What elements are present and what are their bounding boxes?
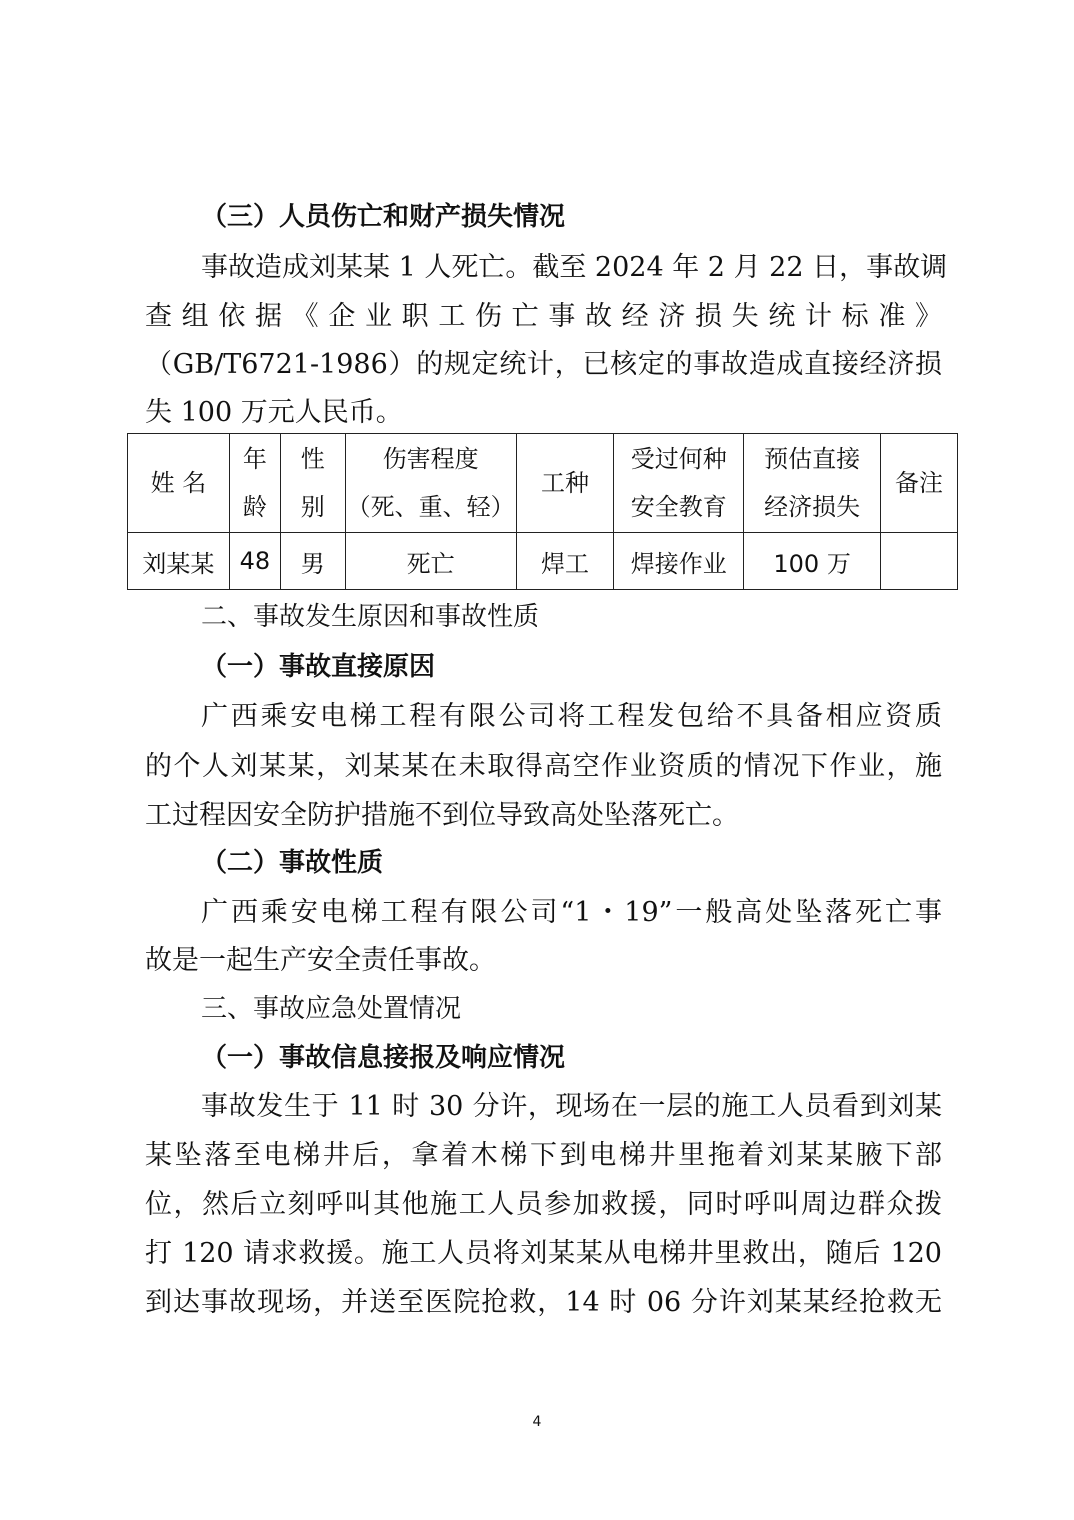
header-training-line2: 安全教育 [630,493,727,521]
paragraph-line: 事故造成刘某某 1 人死亡。截至 2024 年 2 月 22 日，事故调 [201,252,948,283]
header-injury [345,434,516,533]
cell-gender: 男 [280,533,345,590]
header-training-line1: 受过何种 [630,445,727,473]
paragraph-line: 工过程因安全防护措施不到位导致高处坠落死亡。 [145,800,739,831]
header-injury-line2: （死、重、轻） [346,493,515,521]
paragraph-line: 故是一起生产安全责任事故。 [145,945,496,976]
page-number: 4 [532,1414,542,1430]
cell-training: 焊接作业 [614,533,744,590]
part3-sub1-heading: （一）事故信息接报及响应情况 [201,1043,566,1073]
paragraph-line: 打 120 请求救援。施工人员将刘某某从电梯井里救出，随后 120 [145,1238,942,1269]
paragraph-line: 查组依据《企业职工伤亡事故经济损失统计标准》 [145,301,942,332]
header-gender-line2: 别 [300,493,325,521]
table-header-row [128,434,958,533]
header-gender [280,434,345,533]
header-age [229,434,280,533]
cell-remark [881,533,958,590]
paragraph-line: 位，然后立刻呼叫其他施工人员参加救援，同时呼叫周边群众拨 [145,1189,942,1220]
paragraph-line: 广西乘安电梯工程有限公司将工程发包给不具备相应资质 [201,701,942,732]
header-name: 姓 名 [128,434,230,533]
part2-sub1-heading: （一）事故直接原因 [201,652,436,682]
paragraph-line: （GB/T6721-1986）的规定统计，已核定的事故造成直接经济损 [145,349,942,380]
header-age-line1: 年 [242,445,267,473]
cell-age: 48 [229,533,280,590]
cell-injury: 死亡 [345,533,516,590]
paragraph-line: 某坠落至电梯井后，拿着木梯下到电梯井里拖着刘某某腋下部 [145,1140,942,1171]
header-training [614,434,744,533]
header-injury-line1: 伤害程度 [382,445,479,473]
part2-sub2-heading: （二）事故性质 [201,848,384,878]
header-loss-line2: 经济损失 [764,493,861,521]
part2-heading: 二、事故发生原因和事故性质 [201,602,540,632]
paragraph-line: 的个人刘某某，刘某某在未取得高空作业资质的情况下作业，施 [145,751,942,782]
casualty-table [127,433,958,590]
section3-heading: （三）人员伤亡和财产损失情况 [201,202,566,232]
header-age-line2: 龄 [242,493,267,521]
table-row [128,533,958,590]
header-loss [744,434,881,533]
paragraph-line: 到达事故现场，并送至医院抢救，14 时 06 分许刘某某经抢救无 [145,1287,942,1318]
header-remark: 备注 [881,434,958,533]
part3-heading: 三、事故应急处置情况 [201,994,462,1024]
header-loss-line1: 预估直接 [764,445,861,473]
cell-name: 刘某某 [128,533,230,590]
header-gender-line1: 性 [300,445,325,473]
cell-loss: 100 万 [744,533,881,590]
paragraph-line: 事故发生于 11 时 30 分许，现场在一层的施工人员看到刘某 [201,1091,942,1122]
header-job: 工种 [516,434,614,533]
paragraph-line: 广西乘安电梯工程有限公司“1・19”一般高处坠落死亡事 [201,897,942,928]
cell-job: 焊工 [516,533,614,590]
paragraph-line: 失 100 万元人民币。 [145,397,403,428]
